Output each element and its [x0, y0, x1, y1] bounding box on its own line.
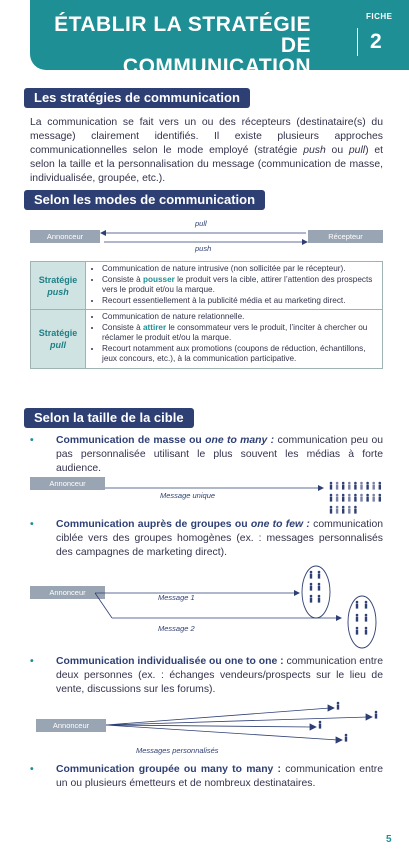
person-icon — [319, 721, 322, 729]
individual-diagram — [0, 700, 409, 750]
person-icon — [330, 482, 333, 490]
message1-label: Message 1 — [158, 593, 195, 602]
person-icon — [342, 506, 345, 514]
section-title-modes: Selon les modes de communication — [24, 190, 265, 210]
group-people-icon — [310, 571, 368, 635]
groups-diagram — [0, 562, 409, 652]
strategy-table — [30, 261, 383, 369]
person-icon — [375, 711, 378, 719]
person-icon — [342, 494, 345, 502]
strategy-row-pull — [31, 310, 383, 369]
person-icon — [365, 627, 368, 635]
push-label: push — [195, 244, 212, 253]
page-header — [30, 0, 409, 78]
emitter-box: Annonceur — [30, 230, 100, 243]
person-icon — [360, 482, 363, 490]
person-icon — [348, 506, 351, 514]
individual-message-label: Messages personnalisés — [136, 746, 219, 755]
person-icon — [365, 601, 368, 609]
person-icon — [356, 601, 359, 609]
person-icon — [366, 482, 369, 490]
person-icon — [345, 734, 348, 742]
bullet-icon: • — [30, 656, 34, 667]
person-icon — [342, 482, 345, 490]
group-circle-1 — [302, 566, 330, 618]
section-title-target-size: Selon la taille de la cible — [24, 408, 194, 428]
person-icon — [336, 494, 339, 502]
person-icon — [360, 494, 363, 502]
person-icon — [337, 702, 340, 710]
audience-people-icon — [330, 482, 381, 514]
fiche-label: FICHE — [366, 12, 393, 21]
list-item: • Recourt essentiellement à la publicité média et au marketing direct. — [102, 296, 378, 307]
page-title — [30, 14, 311, 77]
bullet-icon: • — [30, 435, 34, 446]
person-icon — [354, 506, 357, 514]
person-icon — [348, 482, 351, 490]
person-icon — [310, 571, 313, 579]
person-icon — [372, 494, 375, 502]
mass-message-label: Message unique — [160, 491, 216, 500]
person-icon — [356, 627, 359, 635]
bullet-icon: • — [30, 764, 34, 775]
header-divider — [357, 28, 358, 56]
pull-label: pull — [195, 219, 207, 228]
person-icon — [356, 614, 359, 622]
person-icon — [318, 595, 321, 603]
section-title-strategies: Les stratégies de communication — [24, 88, 250, 108]
strategy-name-push: Stratégie push — [31, 262, 86, 310]
person-icon — [318, 583, 321, 591]
person-icon — [379, 494, 382, 502]
person-icon — [336, 506, 339, 514]
page-title-line1: ÉTABLIR LA STRATÉGIE DE — [54, 13, 311, 57]
person-icon — [336, 482, 339, 490]
person-icon — [365, 614, 368, 622]
fiche-number: 2 — [370, 30, 382, 53]
intro-paragraph: La communication se fait vers un ou des récepteurs (destinataire(s) du message) clairement identifiés. Il existe plusieurs approches communicationnelles selon le mode employé (stratégie push ou pull) et selon la taille et la personnalisation du message (communication de masse, individualisée, groupée, etc.). — [30, 117, 383, 184]
person-icon — [354, 482, 357, 490]
message2-label: Message 2 — [158, 624, 195, 633]
person-icon — [354, 494, 357, 502]
person-icon — [372, 482, 375, 490]
person-icon — [379, 482, 382, 490]
groups-emitter-box: Annonceur — [30, 586, 105, 599]
person-icon — [366, 494, 369, 502]
person-icon — [310, 583, 313, 591]
page-number: 5 — [386, 834, 392, 845]
receiver-box: Récepteur — [308, 230, 383, 243]
bullet-icon: • — [30, 519, 34, 530]
list-item: • Recourt notamment aux promotions (coupons de réduction, échantillons, jeux concours, etc.), à la communication participative. — [102, 344, 378, 365]
strategy-name-pull: Stratégie pull — [31, 310, 86, 369]
person-icon — [348, 494, 351, 502]
page-title-line2: COMMUNICATION — [122, 55, 311, 78]
list-item: • Communication de nature relationnelle. — [102, 312, 378, 323]
list-item: • Communication de nature intrusive (non sollicitée par le récepteur). — [102, 264, 378, 275]
strategy-row-push — [31, 262, 383, 310]
individual-emitter-box: Annonceur — [36, 719, 106, 732]
list-item: • Consiste à pousser le produit vers la cible, attirer l’attention des prospects vers le produit et/ou la marque. — [102, 275, 378, 296]
individual-person-icon — [319, 702, 378, 742]
group-circle-2 — [348, 596, 376, 648]
person-icon — [330, 494, 333, 502]
person-icon — [318, 571, 321, 579]
mass-emitter-box: Annonceur — [30, 477, 105, 490]
list-item: • Consiste à attirer le consommateur vers le produit, l’inciter à chercher ou réclamer le produit et/ou la marque. — [102, 323, 378, 344]
person-icon — [310, 595, 313, 603]
person-icon — [330, 506, 333, 514]
